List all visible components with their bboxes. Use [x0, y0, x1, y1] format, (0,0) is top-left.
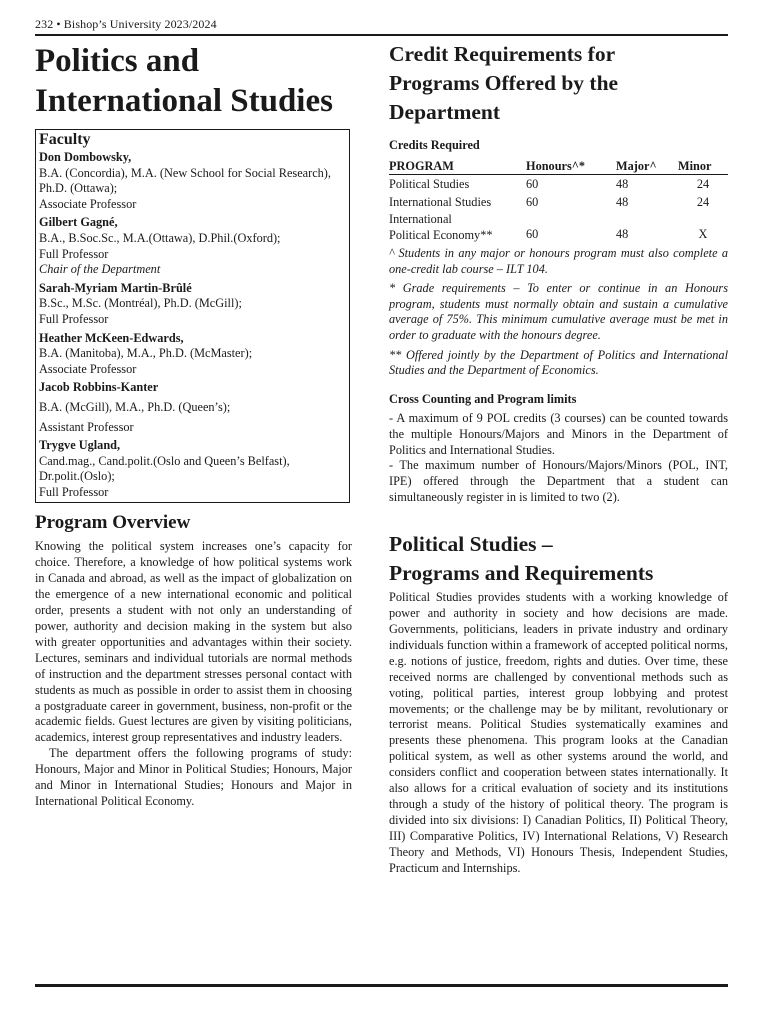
table-row: [389, 175, 728, 194]
faculty-rank: Full Professor: [39, 484, 109, 499]
faculty-credentials: Ph.D. (Ottawa);: [39, 181, 118, 196]
footnote: ^ Students in any major or honours program must also complete a one-credit lab course – ILT 104.: [389, 246, 728, 276]
column-header: Major^: [616, 159, 678, 175]
program-cell-line: International: [389, 212, 452, 226]
chapter-title-line1: Politics and: [35, 43, 200, 79]
faculty-name: Trygve Ugland,: [39, 438, 121, 453]
faculty-credentials: B.A., B.Soc.Sc., M.A.(Ottawa), D.Phil.(Oxford);: [39, 230, 281, 245]
running-head: 232 • Bishop’s University 2023/2024: [35, 17, 217, 31]
column-header: Minor: [678, 159, 728, 175]
footnote: * Grade requirements – To enter or continue in an Honours program, students must normally obtain and sustain a cumulative average of 75%. This minimum cumulative average must be met in order to graduate with the honours degree.: [389, 281, 728, 342]
political-studies-heading: [389, 530, 728, 588]
credit-requirements-heading: [389, 40, 728, 127]
faculty-member: [39, 215, 345, 277]
faculty-member: [39, 150, 345, 212]
top-rule: [35, 34, 728, 36]
credits-required-label: Credits Required: [389, 138, 480, 152]
minor-cell: 24: [696, 177, 710, 191]
program-cell-line: Political Economy**: [389, 228, 493, 242]
credits-table: [389, 159, 728, 243]
bottom-rule: [35, 984, 728, 987]
cross-counting-paragraph: - The maximum number of Honours/Majors/Minors (POL, INT, IPE) offered through the Department that a student can simultaneously register in is limited to two (2).: [389, 458, 728, 505]
faculty-name: Jacob Robbins-Kanter: [39, 380, 159, 395]
faculty-name: Heather McKeen-Edwards,: [39, 330, 184, 345]
heading-line: Credit Requirements for: [389, 42, 616, 66]
program-overview-paragraph: Knowing the political system increases one’s capacity for choice. Therefore, a knowledge of how political systems work in Canada and abroad, as well as the impact of globalization on the emergence of a new international economic and political order, presents a student with not only an understanding of power, authority and decision making in the system but also with greater opportunities and advantages within their society. Lectures, seminars and individual tutorials are normal methods of instruction and the department stresses personal contact with students as much as possible in order to assist them in choosing a postgraduate career in government, business, non-profit or the academic fields. Guest lectures are given by visiting politicians, academics, interest group representatives and industry leaders.: [35, 539, 352, 745]
faculty-member: [39, 438, 345, 500]
left-column: [35, 40, 352, 810]
faculty-credentials: B.A. (Concordia), M.A. (New School for Social Research),: [39, 165, 331, 180]
faculty-rank: Assistant Professor: [39, 419, 134, 434]
faculty-name: Gilbert Gagné,: [39, 215, 118, 230]
faculty-member: [39, 281, 345, 328]
faculty-role: Chair of the Department: [39, 262, 161, 277]
political-studies-paragraph: Political Studies provides students with a working knowledge of power and authority in society and how decisions are made. Governments, politicians, leaders in private industry and ordinary individuals function within a framework of accepted political norms, e.g. notions of justice, freedom, rights and duties. Over time, these received norms are challenged by conventional methods such as voting, political parties, interest group lobbying and protest movements; or the challenge may be by militant, revolutionary or terrorist means. Political Studies systematically examines and presents these phenomena. This program looks at the Canadian political system, as well as other systems around the world, and considers conflict and cooperation between states internationally. It also allows for a critical evaluation of society and its institutions through a study of the history of political theory. The program is divided into six divisions: I) Canadian Politics, II) Political Theory, III) Comparative Politics, IV) International Relations, V) Research Theory and Methods, VI) Honours Thesis, Independent Studies, Practicum and Internships.: [389, 590, 728, 875]
right-column: [389, 40, 728, 877]
program-cell: [389, 211, 526, 243]
faculty-credentials: B.A. (McGill), M.A., Ph.D. (Queen’s);: [39, 399, 231, 414]
table-row: [389, 211, 728, 243]
minor-cell: 24: [696, 195, 710, 209]
footnote: ** Offered jointly by the Department of Politics and International Studies and the Department of Economics.: [389, 347, 728, 378]
heading-line: Political Studies –: [389, 532, 553, 557]
cross-counting-heading: Cross Counting and Program limits: [389, 391, 577, 406]
table-row: [389, 193, 728, 211]
faculty-credentials: B.Sc., M.Sc. (Montréal), Ph.D. (McGill);: [39, 296, 242, 311]
program-overview-paragraph: The department offers the following programs of study: Honours, Major and Minor in Political Studies; Honours, Major and Minor in International Studies; Honours and Major in International Political Economy.: [35, 746, 352, 808]
faculty-name: Sarah-Myriam Martin-Brûlé: [39, 280, 192, 295]
faculty-rank: Full Professor: [39, 311, 109, 326]
faculty-rank: Associate Professor: [39, 196, 137, 211]
major-cell: 48: [616, 227, 629, 241]
faculty-credentials: Cand.mag., Cand.polit.(Oslo and Queen’s Belfast),: [39, 453, 290, 468]
faculty-member: [39, 380, 345, 435]
faculty-name: Don Dombowsky,: [39, 150, 132, 164]
major-cell: 48: [616, 195, 629, 209]
heading-line: Programs Offered by the: [389, 71, 619, 95]
column-header: Honours^*: [526, 159, 616, 175]
faculty-heading: Faculty: [39, 131, 91, 148]
minor-cell: X: [698, 227, 708, 241]
cross-counting-paragraph: - A maximum of 9 POL credits (3 courses) can be counted towards the multiple Honours/Majors and Minors in the Department of Politics and International Studies.: [389, 410, 728, 457]
program-overview-heading: Program Overview: [35, 512, 191, 534]
chapter-title-line2: International Studies: [35, 83, 333, 119]
faculty-credentials: B.A. (Manitoba), M.A., Ph.D. (McMaster);: [39, 346, 253, 361]
table-header-row: [389, 159, 728, 175]
column-header: PROGRAM: [389, 159, 526, 175]
faculty-credentials: Dr.polit.(Oslo);: [39, 469, 115, 484]
honours-cell: 60: [526, 177, 539, 191]
program-cell: Political Studies: [389, 177, 470, 191]
major-cell: 48: [616, 177, 629, 191]
honours-cell: 60: [526, 227, 539, 241]
faculty-rank: Full Professor: [39, 246, 109, 261]
heading-line: Department: [389, 100, 501, 124]
heading-line: Programs and Requirements: [389, 561, 654, 586]
faculty-rank: Associate Professor: [39, 361, 137, 376]
faculty-member: [39, 331, 345, 378]
faculty-box: [35, 129, 350, 503]
chapter-title: [35, 40, 352, 121]
document-page: [35, 0, 728, 1024]
program-cell: International Studies: [389, 195, 492, 209]
honours-cell: 60: [526, 195, 539, 209]
